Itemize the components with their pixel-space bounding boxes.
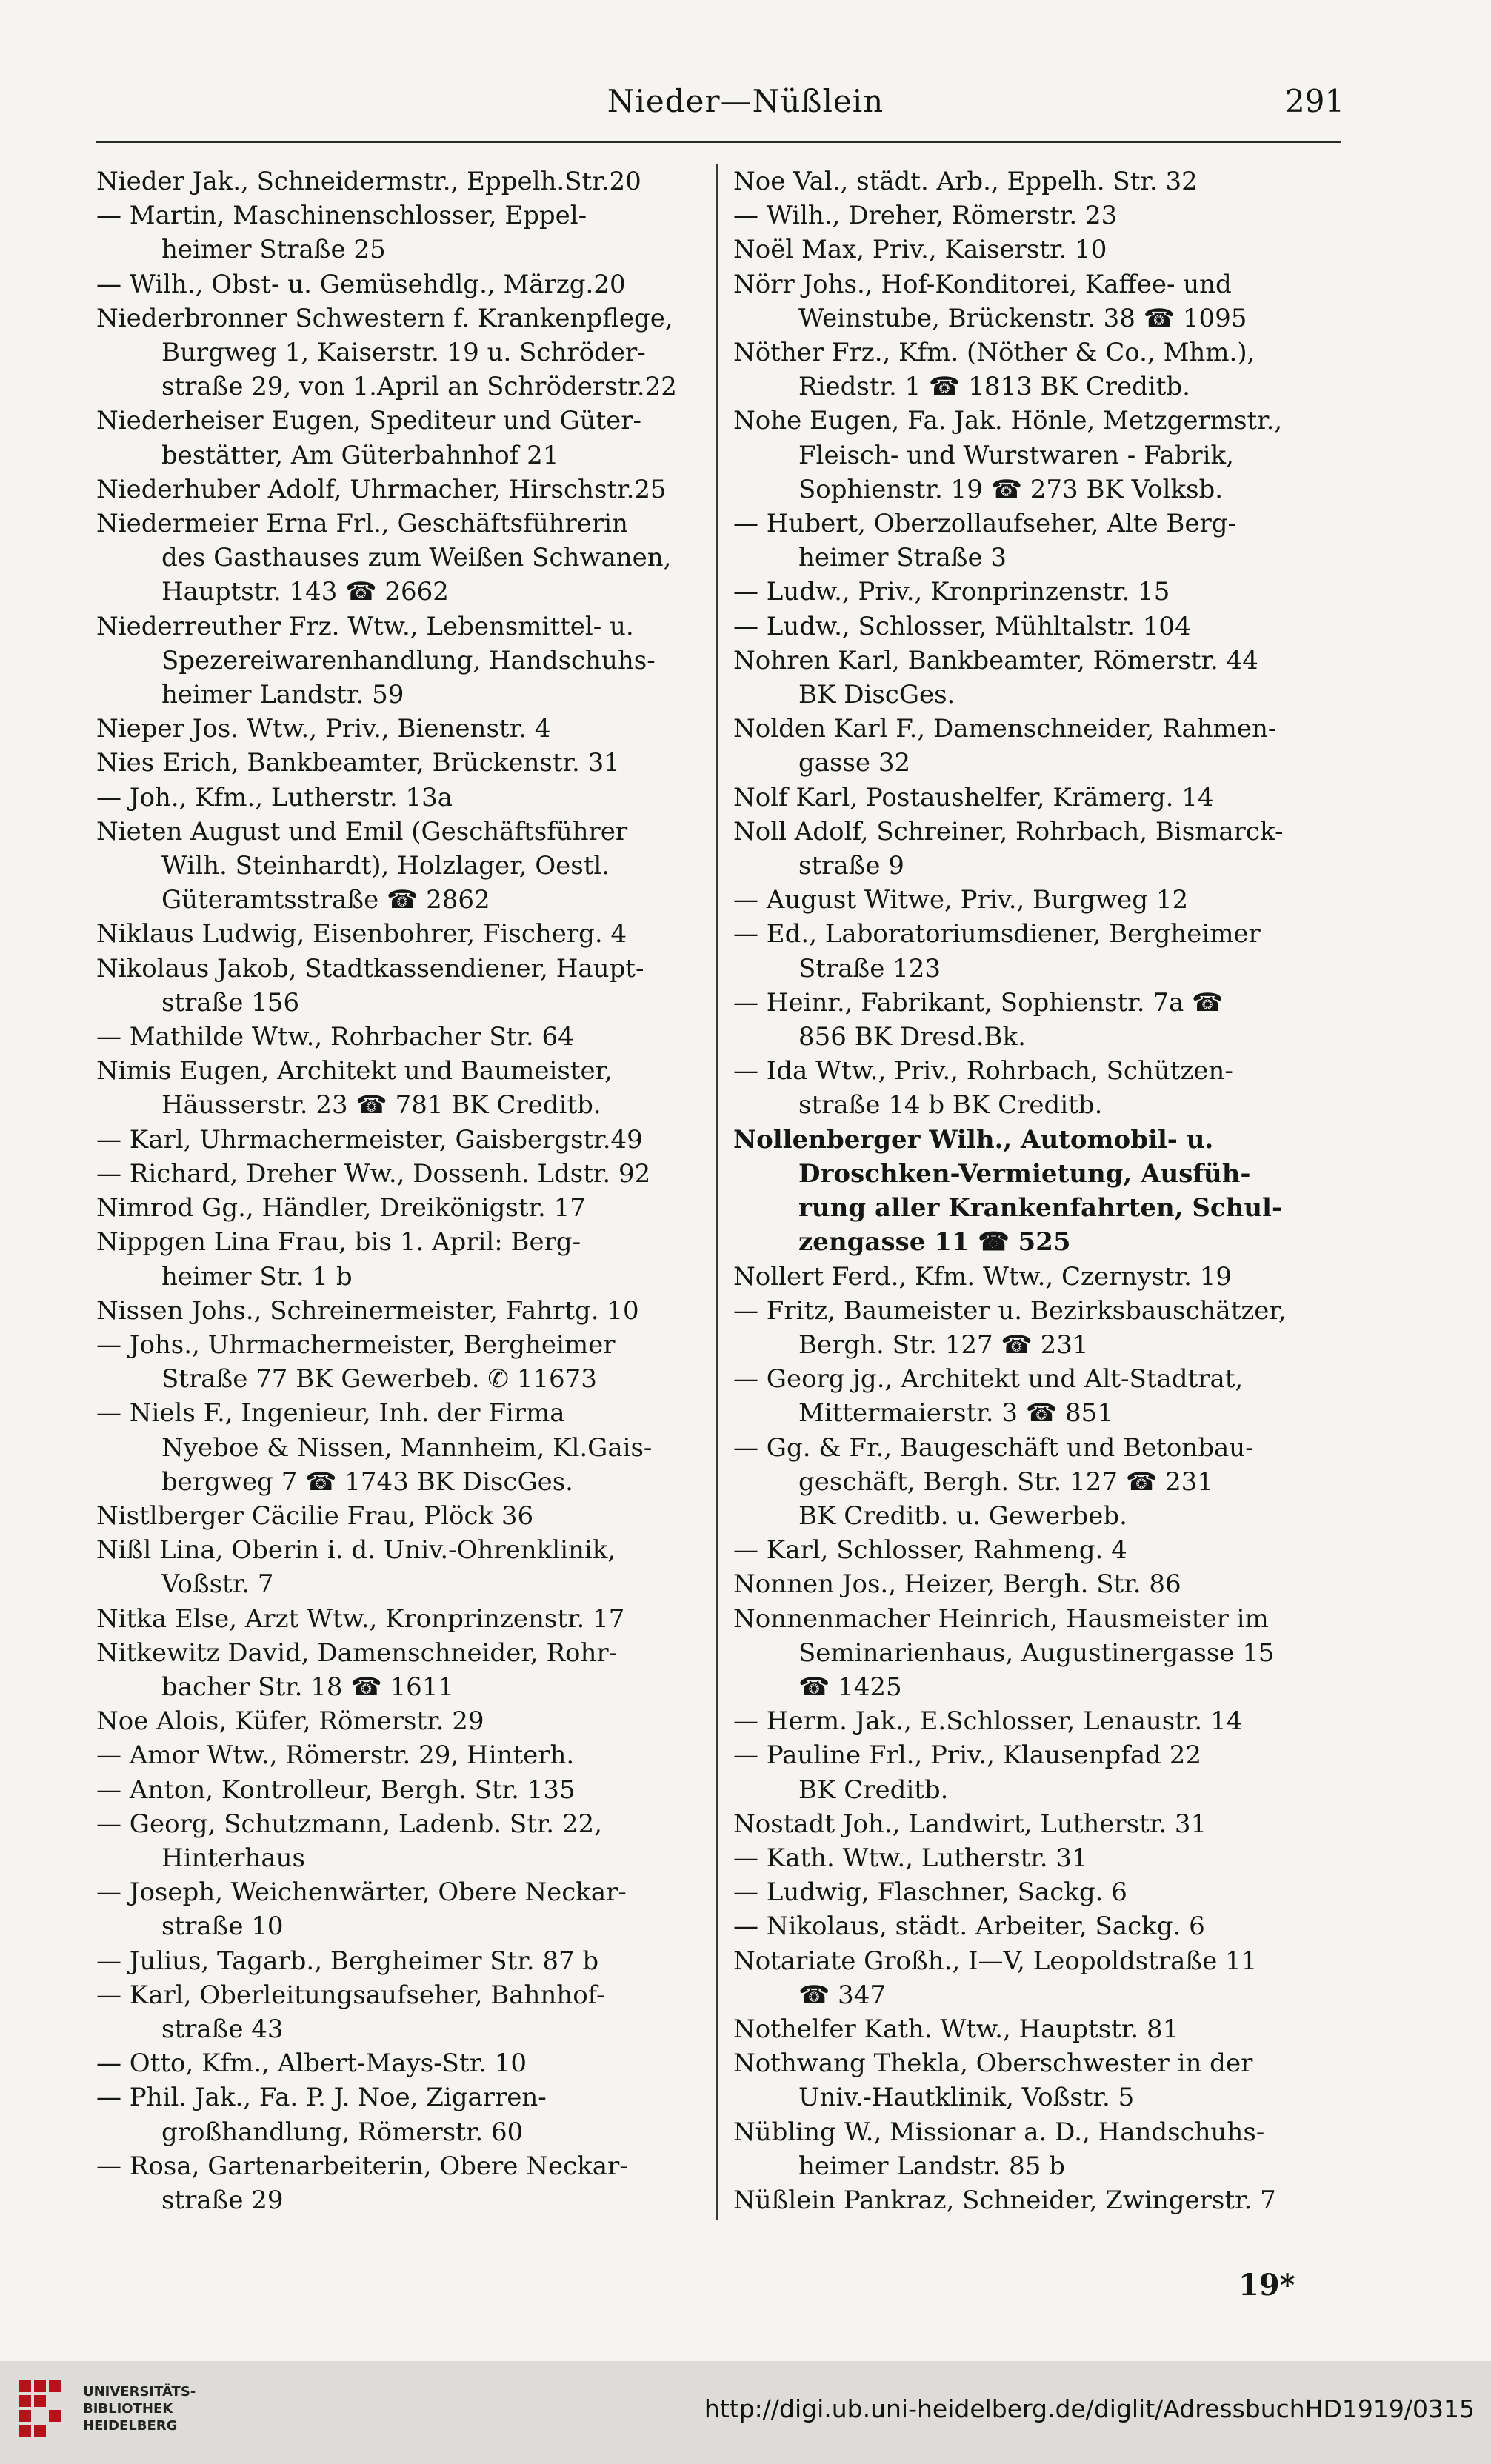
entry-line: — Anton, Kontrolleur, Bergh. Str. 135 <box>96 1774 576 1805</box>
entry-line: Nieper Jos. Wtw., Priv., Bienenstr. 4 <box>96 714 551 744</box>
directory-entry <box>96 1533 711 1601</box>
entry-line: Nollert Ferd., Kfm. Wtw., Czernystr. 19 <box>733 1261 1232 1292</box>
entry-line: Nippgen Lina Frau, bis 1. April: Berg- <box>96 1227 581 1258</box>
directory-entry <box>733 2046 1341 2114</box>
column-divider <box>716 164 718 2220</box>
directory-entry <box>733 1738 1341 1806</box>
directory-entry <box>733 507 1341 575</box>
directory-entry <box>96 1738 711 1772</box>
directory-entry <box>96 1328 711 1396</box>
entry-line: Nohe Eugen, Fa. Jak. Hönle, Metzgermstr., <box>733 406 1283 436</box>
entry-line: straße 9 <box>798 851 904 881</box>
directory-entry <box>733 781 1341 815</box>
directory-entry <box>96 781 711 815</box>
directory-entry <box>733 2115 1341 2183</box>
directory-entry <box>96 1978 711 2046</box>
entry-line: — Gg. & Fr., Baugeschäft und Betonbau- <box>733 1432 1254 1463</box>
library-logo-icon <box>15 2376 74 2450</box>
directory-entry <box>96 1054 711 1122</box>
directory-entry <box>96 1602 711 1636</box>
entry-line: — Joh., Kfm., Lutherstr. 13a <box>96 782 453 812</box>
entry-line: — Johs., Uhrmachermeister, Bergheimer <box>96 1329 616 1360</box>
entry-line: — Phil. Jak., Fa. P. J. Noe, Zigarren- <box>96 2083 547 2113</box>
entry-line: Nollenberger Wilh., Automobil- u. <box>733 1124 1214 1155</box>
directory-entry <box>96 1191 711 1225</box>
directory-entry <box>96 2149 711 2217</box>
entry-line: Niklaus Ludwig, Eisenbohrer, Fischerg. 4 <box>96 919 627 949</box>
entry-line: Noll Adolf, Schreiner, Rohrbach, Bismarck- <box>733 816 1284 847</box>
directory-entry <box>96 917 711 951</box>
entry-line: — Ida Wtw., Priv., Rohrbach, Schützen- <box>733 1056 1233 1086</box>
entry-line: — Niels F., Ingenieur, Inh. der Firma <box>96 1398 565 1429</box>
directory-entry <box>96 712 711 746</box>
entry-line: Wilh. Steinhardt), Holzlager, Oestl. <box>161 851 610 881</box>
entry-line: Droschken-Vermietung, Ausfüh- <box>798 1158 1251 1189</box>
entry-line: — Richard, Dreher Ww., Dossenh. Ldstr. 92 <box>96 1158 651 1189</box>
entry-line: ☎ 347 <box>798 1980 887 2010</box>
entry-line: Burgweg 1, Kaiserstr. 19 u. Schröder- <box>161 338 646 368</box>
entry-line: Noël Max, Priv., Kaiserstr. 10 <box>733 235 1107 265</box>
entry-line: Straße 123 <box>798 953 941 984</box>
directory-entry <box>96 404 711 472</box>
directory-entry <box>733 1944 1341 2012</box>
entry-line: — Otto, Kfm., Albert-Mays-Str. 10 <box>96 2049 527 2079</box>
entry-line: Nostadt Joh., Landwirt, Lutherstr. 31 <box>733 1809 1207 1839</box>
directory-entry <box>733 1533 1341 1567</box>
directory-entry <box>733 1841 1341 1875</box>
entry-line: BK DiscGes. <box>798 680 955 710</box>
entry-line: Nothwang Thekla, Oberschwester in der <box>733 2049 1253 2079</box>
entry-line: Hauptstr. 143 ☎ 2662 <box>161 577 449 607</box>
directory-entry <box>733 233 1341 267</box>
entry-line: — Karl, Uhrmachermeister, Gaisbergstr.49 <box>96 1124 643 1155</box>
directory-entry <box>96 1020 711 1054</box>
entry-line: heimer Straße 3 <box>798 543 1007 573</box>
entry-line: — Pauline Frl., Priv., Klausenpfad 22 <box>733 1740 1202 1771</box>
directory-entry <box>733 1807 1341 1841</box>
entry-line: Niedermeier Erna Frl., Geschäftsführerin <box>96 509 628 539</box>
entry-line: — Kath. Wtw., Lutherstr. 31 <box>733 1843 1088 1873</box>
directory-entry <box>733 267 1341 335</box>
entry-line: Nonnenmacher Heinrich, Hausmeister im <box>733 1603 1269 1634</box>
directory-entry <box>733 198 1341 233</box>
entry-line: Riedstr. 1 ☎ 1813 BK Creditb. <box>798 372 1190 402</box>
entry-line: Seminarienhaus, Augustinergasse 15 <box>798 1637 1275 1668</box>
entry-line: Nörr Johs., Hof-Konditorei, Kaffee- und <box>733 269 1232 299</box>
page-title: Nieder—Nüßlein <box>607 83 884 119</box>
entry-line: 856 BK Dresd.Bk. <box>798 1022 1026 1052</box>
entry-line: Weinstube, Brückenstr. 38 ☎ 1095 <box>798 303 1247 333</box>
directory-entry <box>96 610 711 712</box>
directory-entry <box>733 1054 1341 1122</box>
entry-line: Niederheiser Eugen, Spediteur und Güter- <box>96 406 642 436</box>
entry-line: — Ludw., Priv., Kronprinzenstr. 15 <box>733 577 1170 607</box>
directory-entry <box>96 1944 711 1978</box>
directory-entry <box>733 815 1341 883</box>
entry-line: — Georg jg., Architekt und Alt-Stadtrat, <box>733 1364 1244 1395</box>
entry-line: — Fritz, Baumeister u. Bezirksbauschätzer, <box>733 1295 1287 1326</box>
entry-line: BK Creditb. <box>798 1774 949 1805</box>
entry-line: Nitka Else, Arzt Wtw., Kronprinzenstr. 17 <box>96 1603 625 1634</box>
header-rule <box>96 141 1341 143</box>
entry-line: — Julius, Tagarb., Bergheimer Str. 87 b <box>96 1946 599 1976</box>
entry-line: bacher Str. 18 ☎ 1611 <box>161 1672 455 1702</box>
entry-line: Nöther Frz., Kfm. (Nöther & Co., Mhm.), <box>733 338 1255 368</box>
entry-line: — August Witwe, Priv., Burgweg 12 <box>733 885 1189 915</box>
signature-mark: 19* <box>1238 2268 1295 2303</box>
entry-line: ☎ 1425 <box>798 1672 902 1702</box>
entry-line: straße 10 <box>161 1912 284 1942</box>
entry-line: zengasse 11 ☎ 525 <box>798 1227 1071 1258</box>
entry-line: Niederhuber Adolf, Uhrmacher, Hirschstr.25 <box>96 474 667 504</box>
directory-entry <box>96 301 711 404</box>
entry-line: — Joseph, Weichenwärter, Obere Neckar- <box>96 1877 627 1908</box>
entry-line: — Hubert, Oberzollaufseher, Alte Berg- <box>733 509 1237 539</box>
directory-entry <box>733 1704 1341 1738</box>
entry-line: — Heinr., Fabrikant, Sophienstr. 7a ☎ <box>733 987 1224 1018</box>
directory-entry <box>733 883 1341 917</box>
entry-line: Häusserstr. 23 ☎ 781 BK Creditb. <box>161 1090 601 1121</box>
directory-entry <box>733 644 1341 712</box>
entry-line: rung aller Krankenfahrten, Schul- <box>798 1193 1283 1223</box>
entry-line: Spezereiwarenhandlung, Handschuhs- <box>161 645 656 675</box>
directory-entry <box>733 1431 1341 1534</box>
entry-line: Voßstr. 7 <box>161 1569 274 1600</box>
entry-line: Nonnen Jos., Heizer, Bergh. Str. 86 <box>733 1569 1181 1600</box>
entry-line: Nohren Karl, Bankbeamter, Römerstr. 44 <box>733 645 1258 675</box>
directory-entry <box>96 1773 711 1807</box>
entry-line: Nissen Johs., Schreinermeister, Fahrtg. 10 <box>96 1295 639 1326</box>
entry-line: heimer Straße 25 <box>161 235 386 265</box>
directory-entry <box>96 164 711 198</box>
entry-line: bergweg 7 ☎ 1743 BK DiscGes. <box>161 1466 573 1497</box>
directory-entry <box>96 815 711 918</box>
entry-line: Bergh. Str. 127 ☎ 231 <box>798 1329 1089 1360</box>
entry-line: geschäft, Bergh. Str. 127 ☎ 231 <box>798 1466 1213 1497</box>
left-column <box>96 164 711 2217</box>
directory-entry <box>733 712 1341 780</box>
directory-entry <box>733 610 1341 644</box>
directory-entry <box>96 1636 711 1704</box>
entry-line: Notariate Großh., I—V, Leopoldstraße 11 <box>733 1946 1258 1976</box>
entry-line: Nitkewitz David, Damenschneider, Rohr- <box>96 1637 618 1668</box>
entry-line: Hinterhaus <box>161 1843 305 1873</box>
entry-line: — Martin, Maschinenschlosser, Eppel- <box>96 201 587 231</box>
directory-entry <box>733 335 1341 404</box>
entry-line: heimer Landstr. 59 <box>161 680 404 710</box>
directory-entry <box>96 1704 711 1738</box>
entry-line: Niederreuther Frz. Wtw., Lebensmittel- u. <box>96 611 634 641</box>
directory-entry <box>733 917 1341 985</box>
entry-line: Mittermaierstr. 3 ☎ 851 <box>798 1398 1113 1429</box>
entry-line: — Amor Wtw., Römerstr. 29, Hinterh. <box>96 1740 575 1771</box>
entry-line: — Georg, Schutzmann, Ladenb. Str. 22, <box>96 1809 602 1839</box>
entry-line: Nies Erich, Bankbeamter, Brückenstr. 31 <box>96 748 620 778</box>
entry-line: straße 29, von 1.April an Schröderstr.22 <box>161 372 677 402</box>
directory-entry <box>96 1157 711 1191</box>
entry-line: Straße 77 BK Gewerbeb. ✆ 11673 <box>161 1364 597 1395</box>
entry-line: Nißl Lina, Oberin i. d. Univ.-Ohrenklinik, <box>96 1535 616 1566</box>
directory-entry <box>733 575 1341 609</box>
right-column <box>733 164 1341 2217</box>
entry-line: Niederbronner Schwestern f. Krankenpflege, <box>96 303 673 333</box>
entry-line: des Gasthauses zum Weißen Schwanen, <box>161 543 672 573</box>
entry-line: Fleisch- und Wurstwaren - Fabrik, <box>798 440 1234 470</box>
directory-entry <box>96 952 711 1020</box>
entry-line: Nimrod Gg., Händler, Dreikönigstr. 17 <box>96 1193 586 1223</box>
directory-entry <box>733 1567 1341 1601</box>
entry-line: heimer Str. 1 b <box>161 1261 353 1292</box>
entry-line: Nothelfer Kath. Wtw., Hauptstr. 81 <box>733 2014 1179 2044</box>
directory-entry <box>733 1260 1341 1294</box>
directory-entry <box>96 267 711 301</box>
entry-line: — Karl, Oberleitungsaufseher, Bahnhof- <box>96 1980 605 2010</box>
directory-entry <box>96 1807 711 1875</box>
entry-line: Nolden Karl F., Damenschneider, Rahmen- <box>733 714 1277 744</box>
directory-entry <box>733 164 1341 198</box>
directory-entry <box>733 1602 1341 1705</box>
directory-entry <box>96 1875 711 1943</box>
entry-line: bestätter, Am Güterbahnhof 21 <box>161 440 559 470</box>
directory-entry <box>96 1294 711 1328</box>
entry-line: — Mathilde Wtw., Rohrbacher Str. 64 <box>96 1022 574 1052</box>
entry-line: straße 14 b BK Creditb. <box>798 1090 1103 1121</box>
entry-line: — Wilh., Obst- u. Gemüsehdlg., Märzg.20 <box>96 269 626 299</box>
directory-entry <box>96 746 711 780</box>
entry-line: Nistlberger Cäcilie Frau, Plöck 36 <box>96 1500 534 1531</box>
directory-entry <box>733 2183 1341 2217</box>
directory-entry <box>96 2046 711 2080</box>
directory-entry <box>96 1123 711 1157</box>
directory-entry <box>733 1909 1341 1943</box>
entry-line: — Herm. Jak., E.Schlosser, Lenaustr. 14 <box>733 1706 1243 1737</box>
directory-entry <box>96 473 711 507</box>
entry-line: heimer Landstr. 85 b <box>798 2151 1065 2181</box>
entry-line: — Ed., Laboratoriumsdiener, Bergheimer <box>733 919 1261 949</box>
directory-entry <box>733 986 1341 1054</box>
entry-line: Sophienstr. 19 ☎ 273 BK Volksb. <box>798 474 1224 504</box>
entry-line: gasse 32 <box>798 748 911 778</box>
entry-line: Noe Alois, Küfer, Römerstr. 29 <box>96 1706 484 1737</box>
entry-line: Nieten August und Emil (Geschäftsführer <box>96 816 628 847</box>
entry-line: großhandlung, Römerstr. 60 <box>161 2117 524 2147</box>
entry-line: Noe Val., städt. Arb., Eppelh. Str. 32 <box>733 167 1198 196</box>
entry-line: Nübling W., Missionar a. D., Handschuhs- <box>733 2117 1265 2147</box>
directory-entry <box>96 507 711 610</box>
entry-line: Nieder Jak., Schneidermstr., Eppelh.Str.20 <box>96 167 641 196</box>
entry-line: Univ.-Hautklinik, Voßstr. 5 <box>798 2083 1135 2113</box>
directory-entry <box>733 1362 1341 1430</box>
entry-line: — Wilh., Dreher, Römerstr. 23 <box>733 201 1118 231</box>
entry-line: Güteramtsstraße ☎ 2862 <box>161 885 490 915</box>
entry-line: straße 156 <box>161 987 300 1018</box>
entry-line: Nyeboe & Nissen, Mannheim, Kl.Gais- <box>161 1432 653 1463</box>
source-url[interactable]: http://digi.ub.uni-heidelberg.de/diglit/AdressbuchHD1919/0315 <box>704 2394 1475 2423</box>
directory-entry <box>733 404 1341 507</box>
entry-line: — Karl, Schlosser, Rahmeng. 4 <box>733 1535 1127 1566</box>
entry-line: — Nikolaus, städt. Arbeiter, Sackg. 6 <box>733 1912 1205 1942</box>
entry-line: Nolf Karl, Postaushelfer, Krämerg. 14 <box>733 782 1214 812</box>
entry-line: Nüßlein Pankraz, Schneider, Zwingerstr. 7 <box>733 2185 1276 2215</box>
page-number: 291 <box>1285 83 1345 119</box>
entry-line: straße 43 <box>161 2014 284 2044</box>
directory-entry <box>733 1294 1341 1362</box>
entry-line: BK Creditb. u. Gewerbeb. <box>798 1500 1127 1531</box>
directory-entry <box>733 1875 1341 1909</box>
entry-line: straße 29 <box>161 2185 284 2215</box>
directory-entry <box>96 198 711 267</box>
entry-line: Nikolaus Jakob, Stadtkassendiener, Haupt- <box>96 953 644 984</box>
entry-line: — Ludwig, Flaschner, Sackg. 6 <box>733 1877 1127 1908</box>
entry-line: Nimis Eugen, Architekt und Baumeister, <box>96 1056 613 1086</box>
directory-entry <box>96 2080 711 2149</box>
directory-entry <box>96 1499 711 1533</box>
directory-entry <box>733 2012 1341 2046</box>
directory-entry <box>96 1396 711 1499</box>
directory-entry <box>96 1225 711 1293</box>
directory-entry <box>733 1123 1341 1260</box>
entry-line: — Ludw., Schlosser, Mühltalstr. 104 <box>733 611 1191 641</box>
entry-line: — Rosa, Gartenarbeiterin, Obere Neckar- <box>96 2151 628 2181</box>
library-name: UNIVERSITÄTS- BIBLIOTHEK HEIDELBERG <box>83 2384 196 2434</box>
